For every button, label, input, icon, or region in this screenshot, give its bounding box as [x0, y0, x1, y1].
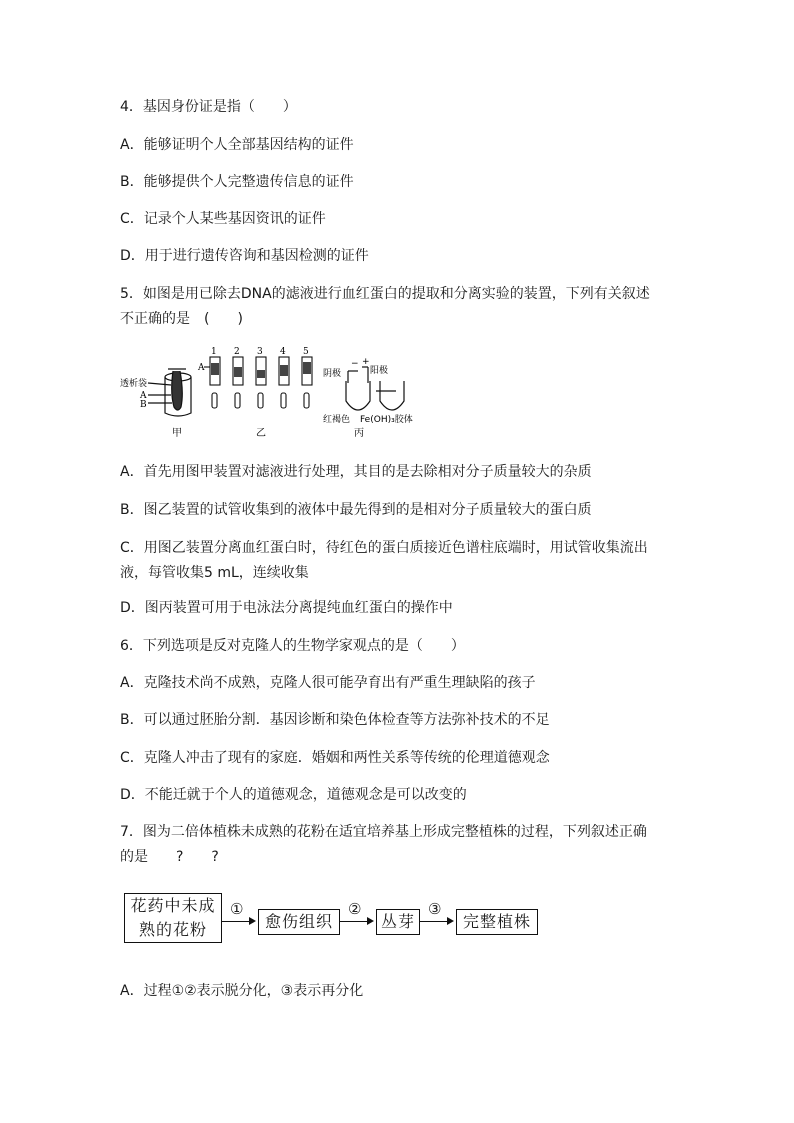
q5-stem-line2: 不正确的是 ( ) [120, 311, 243, 327]
caption-bing: 丙 [354, 428, 364, 439]
label-anode: 阳极 [370, 366, 389, 376]
chromatography-columns [204, 357, 312, 408]
q5-option-c-line2: 液，每管收集5 mL，连续收集 [120, 565, 309, 581]
label-plus: + [362, 357, 370, 367]
label-column-a: A [198, 363, 205, 373]
flow-box-pollen-line1: 花药中未成 [130, 896, 216, 915]
label-a: A [140, 391, 147, 401]
q7-stem-line2: 的是 ? ? [120, 849, 219, 865]
flow-step-3: ③ [428, 900, 442, 918]
q6-option-a: A．克隆技术尚不成熟，克隆人很可能孕育出有严重生理缺陷的孩子 [120, 675, 536, 691]
flow-box-pollen [124, 893, 222, 943]
q5-stem-line1: 5．如图是用已除去DNA的滤液进行血红蛋白的提取和分离实验的装置，下列有关叙述 [120, 286, 650, 302]
dialysis-beaker [148, 369, 191, 416]
flow-step-2: ② [348, 900, 362, 918]
q4-option-c: C．记录个人某些基因资讯的证件 [120, 211, 326, 227]
q5-apparatus-figure [118, 343, 428, 443]
q5-option-c-line1: C．用图乙装置分离血红蛋白时，待红色的蛋白质接近色谱柱底端时，用试管收集流出 [120, 540, 648, 556]
tube-number-3: 3 [257, 347, 263, 357]
tube-number-1: 1 [211, 347, 217, 357]
q6-option-d: D．不能迁就于个人的道德观念，道德观念是可以改变的 [120, 787, 467, 803]
q5-option-a: A．首先用图甲装置对滤液进行处理，其目的是去除相对分子质量较大的杂质 [120, 464, 592, 480]
flow-box-pollen-line2: 熟的花粉 [138, 920, 207, 939]
flow-step-1: ① [230, 900, 244, 918]
caption-jia: 甲 [172, 428, 182, 439]
q6-option-c: C．克隆人冲击了现有的家庭．婚姻和两性关系等传统的伦理道德观念 [120, 750, 550, 766]
q7-flow-diagram [124, 893, 544, 953]
q5-option-d: D．图丙装置可用于电泳法分离提纯血红蛋白的操作中 [120, 600, 453, 616]
label-red-brown: 红褐色 [323, 415, 351, 425]
label-dialysis-bag: 透析袋 [120, 379, 148, 389]
q4-option-d: D．用于进行遗传咨询和基因检测的证件 [120, 248, 369, 264]
flow-box-whole-plant: 完整植株 [456, 909, 538, 935]
flow-box-callus: 愈伤组织 [258, 909, 340, 935]
q6-stem: 6．下列选项是反对克隆人的生物学家观点的是（ ） [120, 638, 465, 654]
q4-option-a: A．能够证明个人全部基因结构的证件 [120, 137, 354, 153]
label-minus: − [351, 359, 359, 369]
q4-option-b: B．能够提供个人完整遗传信息的证件 [120, 174, 354, 190]
tube-number-2: 2 [234, 347, 240, 357]
q7-stem-line1: 7．图为二倍体植株未成熟的花粉在适宜培养基上形成完整植株的过程，下列叙述正确 [120, 824, 647, 840]
flow-arrow-1 [222, 921, 254, 922]
q6-option-b: B．可以通过胚胎分割．基因诊断和染色体检查等方法弥补技术的不足 [120, 712, 550, 728]
flow-arrow-3 [420, 921, 452, 922]
q4-stem: 4．基因身份证是指（ ） [120, 99, 297, 115]
flow-arrow-2 [340, 921, 372, 922]
tube-number-4: 4 [280, 347, 286, 357]
flow-box-shoots: 丛芽 [376, 909, 420, 935]
tube-number-5: 5 [303, 347, 309, 357]
caption-yi: 乙 [256, 428, 266, 439]
q7-option-a: A．过程①②表示脱分化，③表示再分化 [120, 983, 364, 999]
label-colloid: Fe(OH)₃胶体 [360, 415, 413, 425]
label-cathode: 阴极 [323, 369, 342, 379]
q5-option-b: B．图乙装置的试管收集到的液体中最先得到的是相对分子质量较大的蛋白质 [120, 502, 592, 518]
label-b: B [140, 400, 147, 410]
